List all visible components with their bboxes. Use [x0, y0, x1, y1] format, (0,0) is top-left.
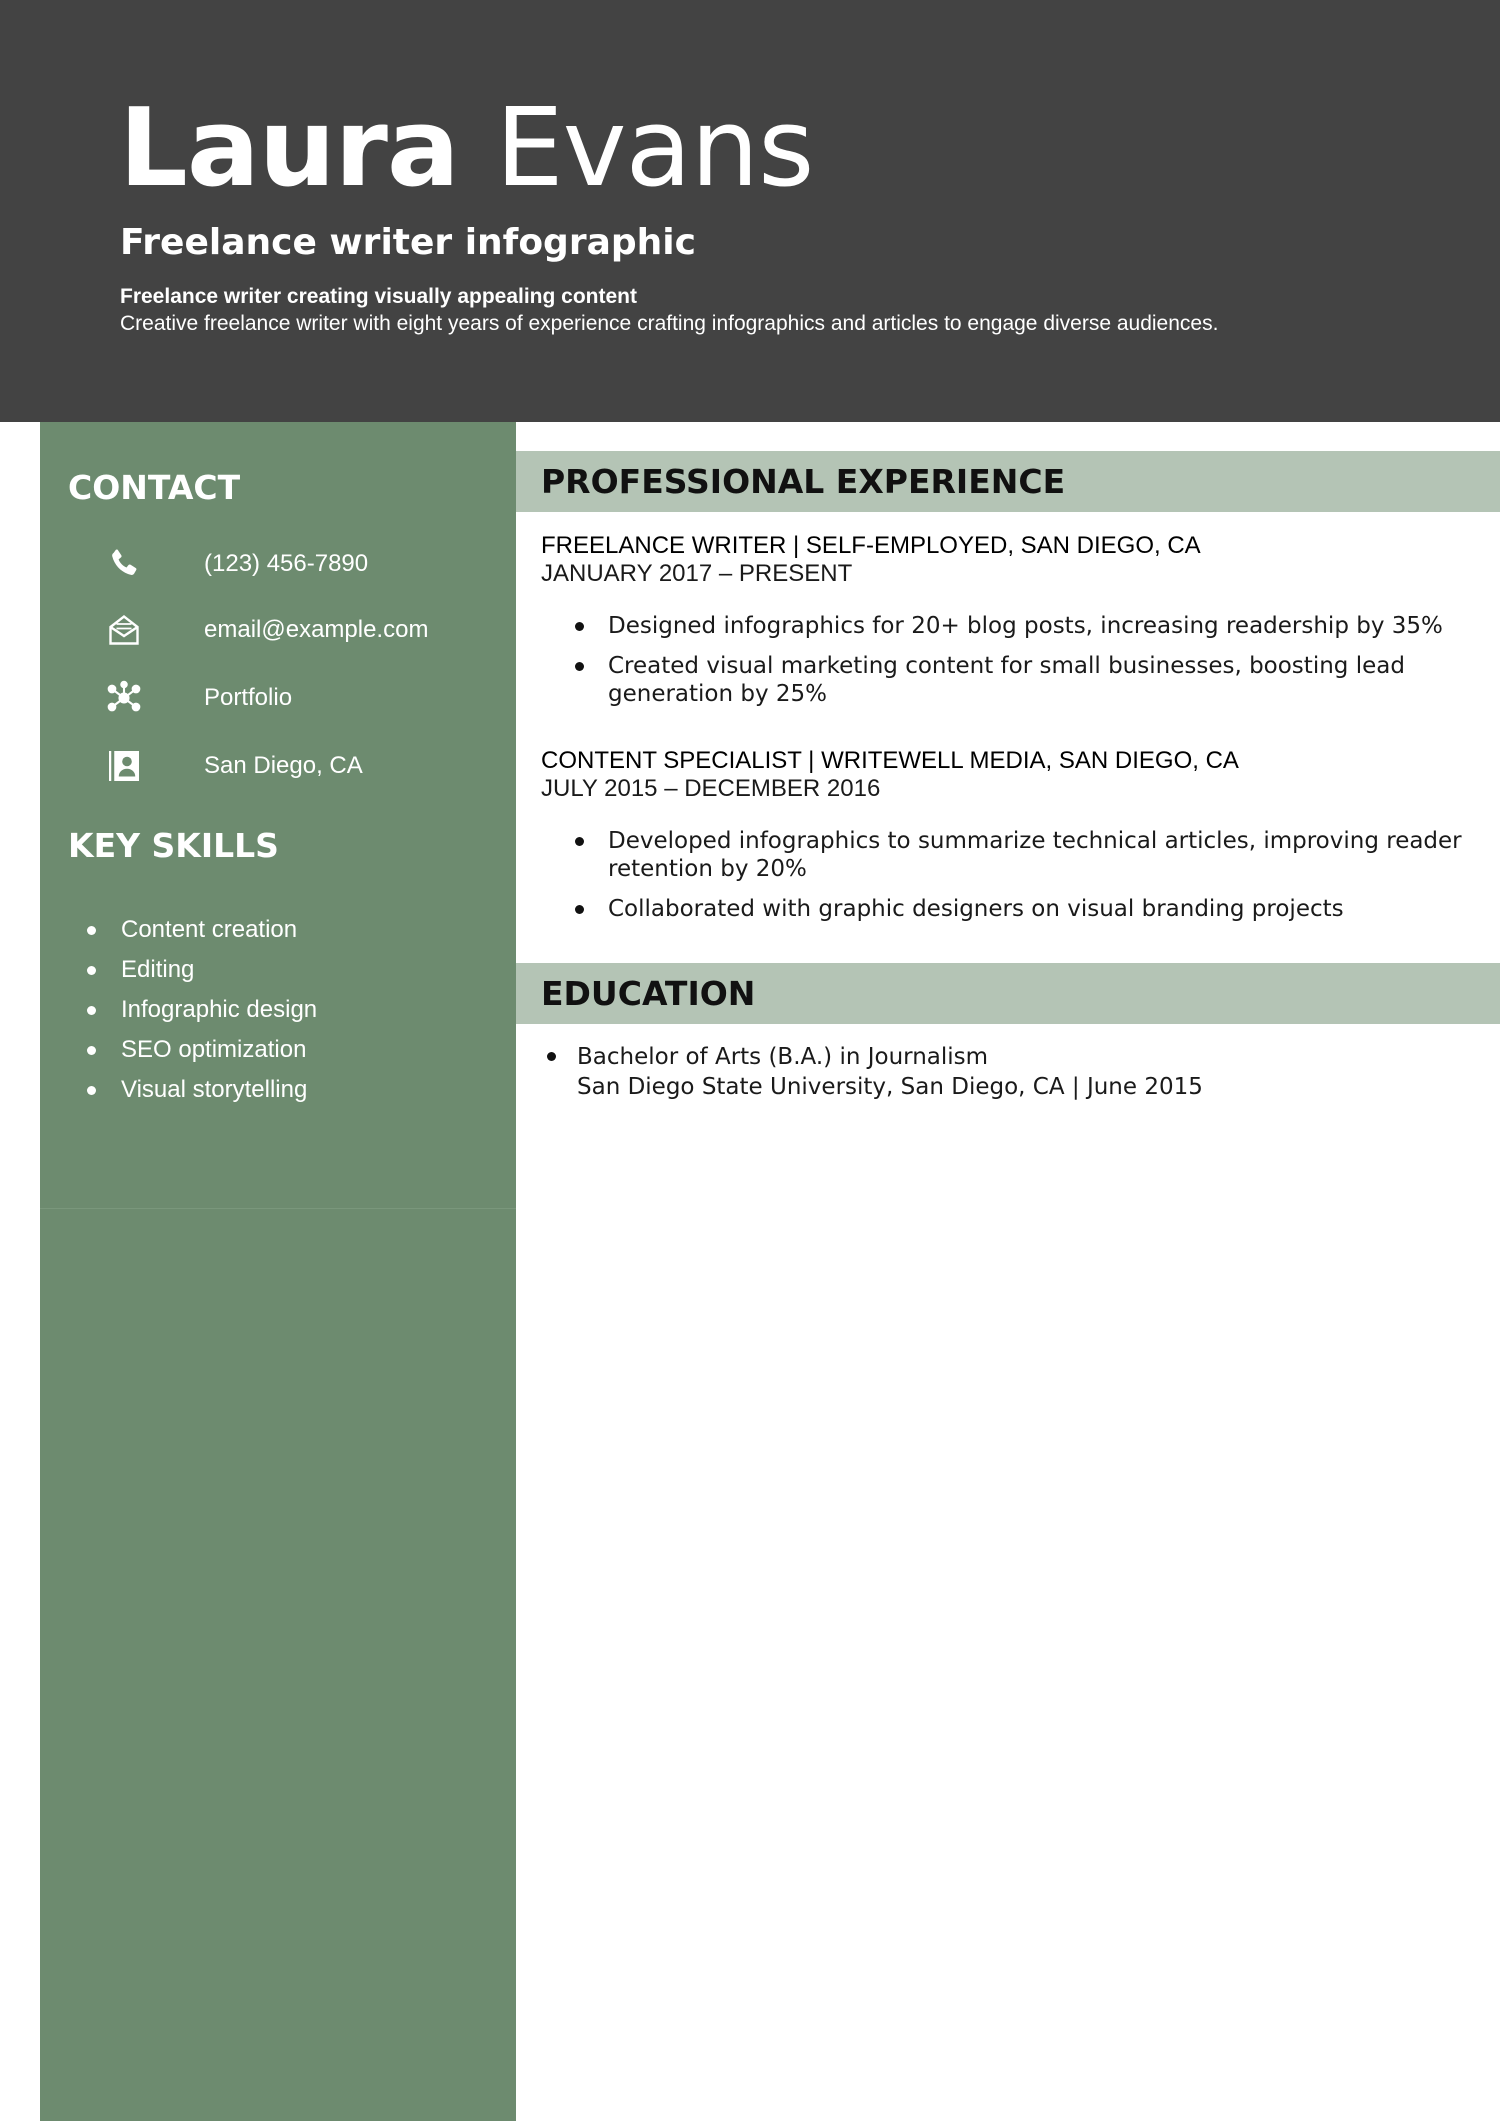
header-banner	[0, 0, 1500, 422]
job-dates-1: JANUARY 2017 – PRESENT	[541, 560, 853, 587]
contact-location	[104, 744, 504, 788]
location-text: San Diego, CA	[204, 752, 363, 779]
bullet-dot	[87, 1046, 96, 1055]
sidebar	[40, 422, 516, 2121]
contact-heading: CONTACT	[68, 468, 241, 507]
skill-item: SEO optimization	[40, 1030, 317, 1070]
portfolio-link[interactable]: Portfolio	[204, 684, 293, 711]
contact-phone	[104, 542, 504, 586]
bullet-dot	[547, 1052, 556, 1061]
contact-portfolio	[104, 676, 504, 720]
job-bullet: Developed infographics to summarize technical articles, improving reader retention by 20%	[608, 827, 1468, 883]
job-dates-2: JULY 2015 – DECEMBER 2016	[541, 775, 881, 802]
first-name: Laura	[119, 86, 459, 211]
page-fold-line	[40, 1208, 516, 1209]
job-bullets-2	[608, 827, 1468, 935]
skill-item: Visual storytelling	[40, 1070, 317, 1110]
experience-heading: PROFESSIONAL EXPERIENCE	[541, 462, 1066, 501]
education-band	[516, 963, 1500, 1024]
candidate-name	[119, 84, 813, 214]
bullet-dot	[575, 662, 584, 671]
phone-icon	[104, 544, 144, 584]
degree-text: Bachelor of Arts (B.A.) in Journalism	[577, 1044, 989, 1070]
resume-subtitle: Freelance writer infographic	[120, 222, 696, 263]
main-content	[516, 422, 1500, 2121]
skill-item: Editing	[40, 950, 317, 990]
bullet-dot	[87, 1006, 96, 1015]
job-title-2: CONTENT SPECIALIST | WRITEWELL MEDIA, SAN DIEGO, CA	[541, 747, 1239, 774]
bullet-dot	[87, 966, 96, 975]
skills-heading: KEY SKILLS	[68, 826, 279, 865]
job-bullet: Collaborated with graphic designers on visual branding projects	[608, 895, 1468, 923]
contact-email	[104, 608, 504, 652]
job-bullet: Designed infographics for 20+ blog posts, increasing readership by 35%	[608, 612, 1468, 640]
bullet-dot	[575, 905, 584, 914]
summary-text: Creative freelance writer with eight years of experience crafting infographics and articles to engage diverse audiences.	[120, 312, 1219, 335]
bullet-dot	[575, 622, 584, 631]
bullet-dot	[87, 1086, 96, 1095]
contact-card-icon	[104, 746, 144, 786]
job-title-1: FREELANCE WRITER | SELF-EMPLOYED, SAN DIEGO, CA	[541, 532, 1201, 559]
skill-item: Infographic design	[40, 990, 317, 1030]
experience-band	[516, 451, 1500, 512]
education-heading: EDUCATION	[541, 974, 756, 1013]
phone-number: (123) 456-7890	[204, 550, 369, 577]
job-bullets-1	[608, 612, 1468, 720]
bullet-dot	[575, 837, 584, 846]
email-address: email@example.com	[204, 616, 429, 643]
education-entry	[577, 1042, 1477, 1102]
mail-icon	[104, 610, 144, 650]
school-text: San Diego State University, San Diego, CA | June 2015	[577, 1074, 1203, 1100]
job-bullet: Created visual marketing content for small businesses, boosting lead generation by 25%	[608, 652, 1468, 708]
skills-list	[104, 910, 317, 1110]
last-name: Evans	[495, 86, 814, 211]
tagline-headline: Freelance writer creating visually appealing content	[120, 285, 638, 308]
bullet-dot	[87, 926, 96, 935]
skill-item: Content creation	[40, 910, 317, 950]
network-icon	[104, 678, 144, 718]
